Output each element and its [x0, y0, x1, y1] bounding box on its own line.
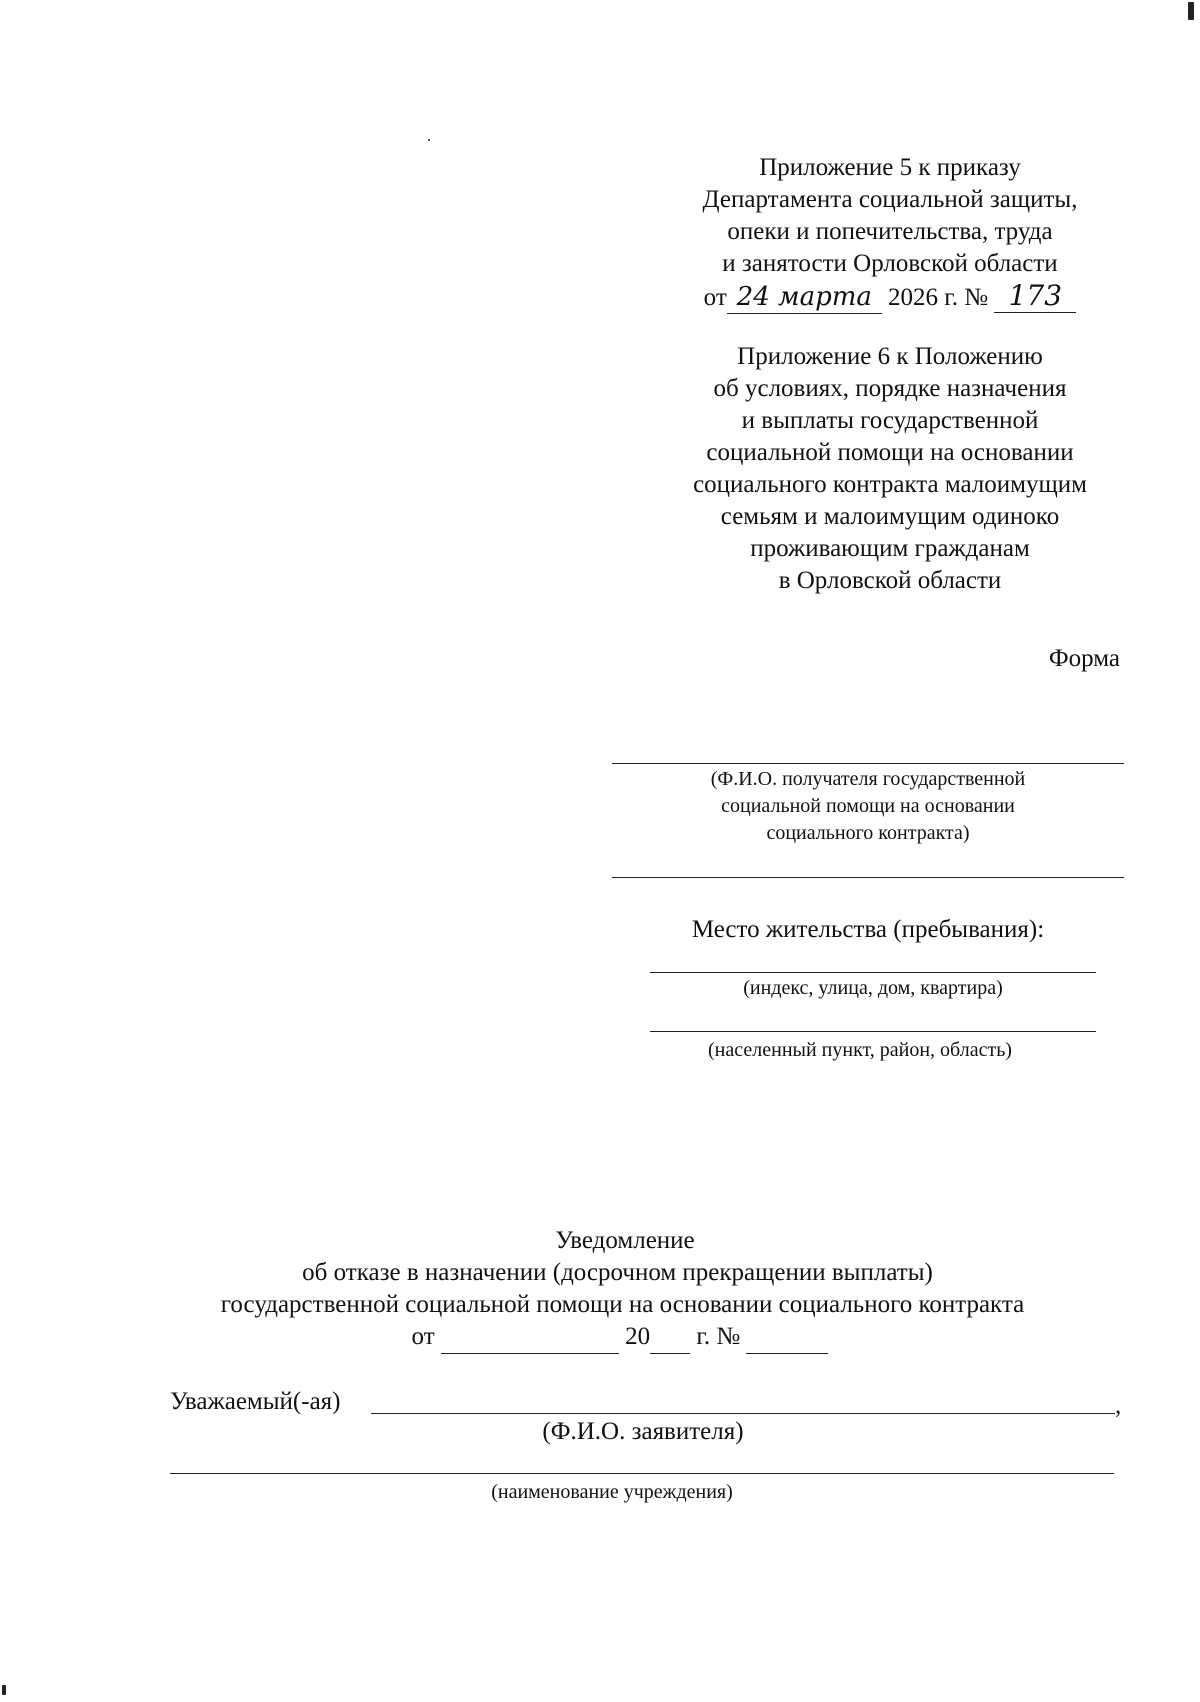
- regulation-appendix-block: [640, 341, 1140, 597]
- notice-date-line: [40, 1321, 1200, 1354]
- recipient-caption-line: социальной помощи на основании: [721, 795, 1015, 817]
- scan-speck: [428, 139, 430, 141]
- regulation-appendix-line: социальной помощи на основании: [706, 439, 1074, 466]
- locality-caption: (населенный пункт, район, область): [708, 1039, 1012, 1061]
- regulation-appendix-line: проживающим гражданам: [750, 535, 1030, 562]
- scan-speck: [1188, 2, 1194, 20]
- address-line: [650, 972, 1096, 973]
- institution-line: [170, 1473, 1114, 1474]
- order-number-handwritten: 173: [994, 280, 1076, 313]
- notice-subtitle-line: государственной социальной помощи на основании социального контракта: [220, 1291, 1025, 1318]
- scan-speck: [2, 1685, 6, 1695]
- notice-subtitle-line: об отказе в назначении (досрочном прекращении выплаты): [302, 1259, 933, 1286]
- order-date-year: 2026 г. №: [888, 284, 989, 311]
- order-appendix-line: Приложение 5 к приказу: [759, 154, 1021, 181]
- notice-number-blank: [746, 1321, 828, 1354]
- recipient-caption-line: социального контракта): [766, 822, 970, 844]
- applicant-caption: (Ф.И.О. заявителя): [542, 1418, 744, 1445]
- notice-date-blank: [441, 1321, 619, 1354]
- regulation-appendix-line: социального контракта малоимущим: [693, 471, 1087, 498]
- address-caption: (индекс, улица, дом, квартира): [743, 977, 1003, 999]
- notice-date-year: 20: [625, 1323, 651, 1350]
- notice-title: Уведомление: [555, 1227, 695, 1254]
- regulation-appendix-line: Приложение 6 к Положению: [737, 343, 1043, 370]
- salutation-trailing-comma: ,: [1115, 1392, 1122, 1419]
- recipient-caption: [612, 766, 1124, 847]
- notice-block: [100, 1225, 1200, 1354]
- institution-caption: (наименование учреждения): [491, 1481, 733, 1503]
- applicant-name-line: [371, 1413, 1115, 1414]
- order-date-handwritten: 24 марта: [727, 281, 882, 314]
- recipient-extra-line: [612, 877, 1124, 878]
- notice-date-suffix: г. №: [696, 1323, 741, 1350]
- order-date-line: [640, 280, 1140, 314]
- order-appendix-block: [640, 152, 1140, 314]
- locality-line: [650, 1031, 1096, 1032]
- order-appendix-line: опеки и попечительства, труда: [727, 218, 1053, 245]
- regulation-appendix-line: семьям и малоимущим одиноко: [720, 503, 1060, 530]
- regulation-appendix-line: в Орловской области: [778, 567, 1002, 594]
- regulation-appendix-line: и выплаты государственной: [741, 407, 1039, 434]
- order-appendix-line: и занятости Орловской области: [722, 250, 1058, 277]
- recipient-caption-line: (Ф.И.О. получателя государственной: [710, 768, 1026, 790]
- order-appendix-line: Департамента социальной защиты,: [702, 186, 1078, 213]
- form-label: Форма: [1048, 645, 1120, 672]
- regulation-appendix-line: об условиях, порядке назначения: [713, 375, 1067, 402]
- residence-label: Место жительства (пребывания):: [691, 916, 1045, 943]
- recipient-name-line: [612, 763, 1124, 764]
- notice-date-prefix: от: [411, 1323, 435, 1350]
- order-date-prefix: от: [703, 284, 727, 311]
- notice-year-blank: [650, 1321, 690, 1354]
- salutation-label: Уважаемый(-ая): [170, 1388, 341, 1415]
